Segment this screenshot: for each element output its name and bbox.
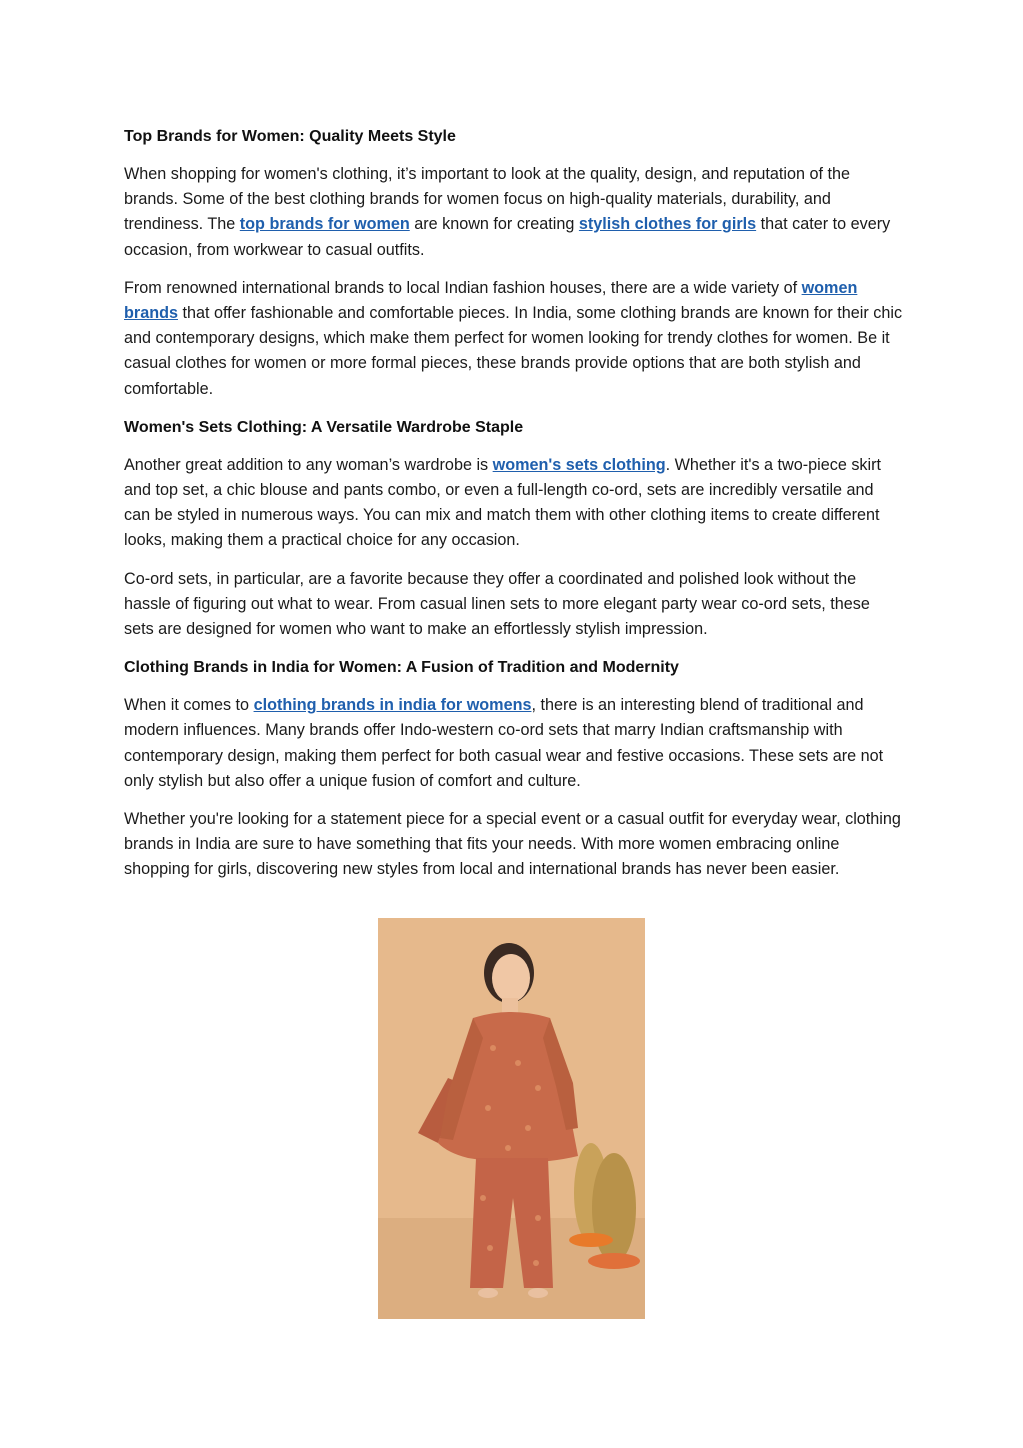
paragraph-text: that offer fashionable and comfortable pieces. In India, some clothing brands are known for their chic and contemporary designs, which make them perfect for women looking for trendy clothes for women. Be it casual clothes for women or more formal pieces, these brands provide options that are both stylish and comfortable. xyxy=(124,304,903,398)
paragraph-text: that cater to every occasion, from workwear to casual outfits. xyxy=(124,215,891,259)
inline-link[interactable]: clothing brands in india for womens xyxy=(253,696,532,715)
section-heading: Top Brands for Women: Quality Meets Style xyxy=(124,128,456,145)
paragraph xyxy=(124,162,904,263)
inline-link[interactable]: top brands for women xyxy=(239,215,410,234)
paragraph-text: Another great addition to any woman’s wardrobe is xyxy=(124,455,493,474)
paragraph-text: . Whether it's a two-piece skirt and top set, a chic blouse and pants combo, or even a full-length co-ord, sets are incredibly versatile and can be styled in numerous ways. You can mix and match them with other clothing items to create different looks, making them a practical choice for any occasion. xyxy=(124,455,881,550)
paragraph xyxy=(124,807,904,883)
fashion-photo xyxy=(378,918,645,1319)
flower-garland-icon xyxy=(569,1233,613,1247)
paragraph-text: From renowned international brands to local Indian fashion houses, there are a wide variety of xyxy=(124,278,802,297)
document-body xyxy=(124,124,904,896)
paragraph-text: , there is an interesting blend of traditional and modern influences. Many brands offer Indo-western co-ord sets that marry Indian craftsmanship with contemporary design, making them perfect for both casual wear and festive occasions. These sets are not only stylish but also offer a unique fusion of comfort and culture. xyxy=(124,696,884,790)
paragraph xyxy=(124,276,904,402)
section-heading: Women's Sets Clothing: A Versatile Wardrobe Staple xyxy=(124,418,524,436)
model-photo-icon xyxy=(378,918,645,1319)
flower-garland-icon-2 xyxy=(588,1253,640,1269)
section-heading: Clothing Brands in India for Women: A Fusion of Tradition and Modernity xyxy=(124,659,679,677)
model-left-foot xyxy=(478,1288,498,1298)
inline-link[interactable]: women brands xyxy=(124,278,858,323)
inline-link[interactable]: stylish clothes for girls xyxy=(578,215,757,234)
paragraph-text: are known for creating xyxy=(409,215,579,234)
paragraph xyxy=(124,693,904,794)
model-face xyxy=(492,954,530,1002)
paragraph xyxy=(124,453,904,554)
paragraph-text: When shopping for women's clothing, it’s important to look at the quality, design, and reputation of the brands. Some of the best clothing brands for women focus on high-quality materials, durability, and trendiness. The xyxy=(124,165,850,234)
model-right-foot xyxy=(528,1288,548,1298)
paragraph-text: When it comes to xyxy=(124,696,254,715)
paragraph-text: Co-ord sets, in particular, are a favorite because they offer a coordinated and polished look without the hassle of figuring out what to wear. From casual linen sets to more elegant party wear co-ord sets, these sets are designed for women who want to make an effortlessly stylish impression. xyxy=(124,569,870,639)
paragraph-text: Whether you're looking for a statement piece for a special event or a casual outfit for everyday wear, clothing brands in India are sure to have something that fits your needs. With more women embracing online shopping for girls, discovering new styles from local and international brands has never been easier. xyxy=(124,810,901,879)
inline-link[interactable]: women's sets clothing xyxy=(492,455,666,474)
paragraph xyxy=(124,567,904,643)
